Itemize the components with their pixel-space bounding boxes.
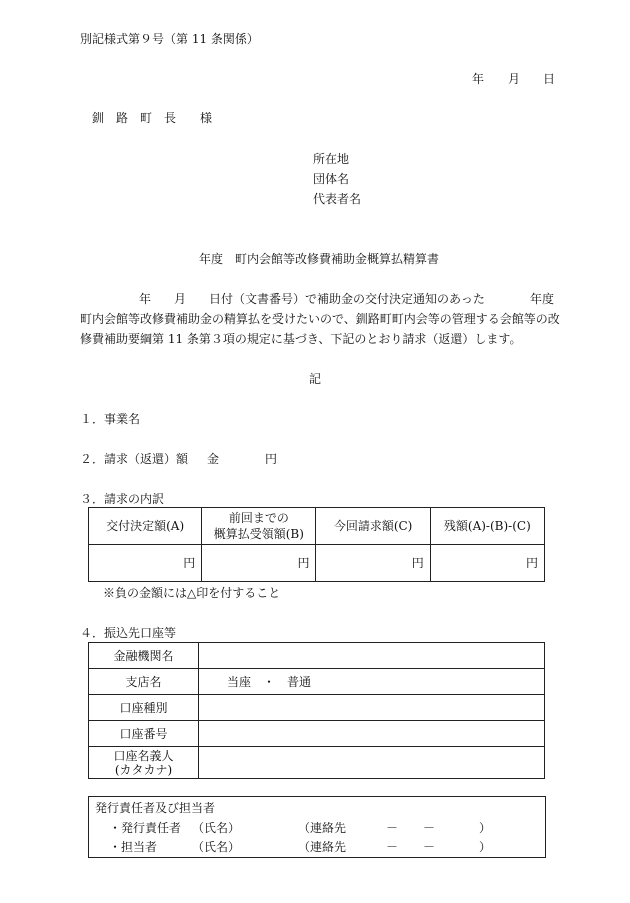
- body-line2: 町内会館等改修費補助金の精算払を受けたいので、釧路町町内会等の管理する会館等の改: [80, 312, 560, 326]
- cell-remaining[interactable]: 円: [430, 545, 544, 582]
- issuer-close: ）: [479, 821, 492, 835]
- ki-heading: 記: [309, 372, 322, 386]
- bank-table: [88, 642, 545, 779]
- header-grant-decision: 交付決定額(A): [89, 508, 202, 545]
- cell-current-request[interactable]: 円: [316, 545, 430, 582]
- account-type-field[interactable]: [199, 695, 545, 721]
- branch-name-label: 支店名: [89, 669, 199, 695]
- issuer-contact-label: （連絡先: [298, 821, 347, 835]
- body-line3: 修費補助要綱第 11 条第３項の規定に基づき、下記のとおり請求（返還）します。: [80, 332, 522, 346]
- account-holder-line1: 口座名義人: [113, 748, 174, 763]
- negative-note: ※負の金額には△印を付すること: [103, 586, 281, 600]
- issuer-dash-1: －: [386, 821, 399, 835]
- address-label: 所在地: [313, 152, 350, 166]
- amount-table: [88, 507, 545, 582]
- account-holder-line2: (カタカナ): [114, 762, 173, 777]
- staff-role: ・担当者: [109, 840, 158, 854]
- bank-name-field[interactable]: [199, 643, 545, 669]
- addressee: 釧 路 町 長 様: [92, 111, 213, 125]
- item-request-yen: 円: [265, 452, 278, 466]
- bank-name-label: 金融機関名: [89, 643, 199, 669]
- item-request-kin: 金: [207, 452, 220, 466]
- date-year: 年: [472, 72, 485, 86]
- account-type-options[interactable]: 当座 ・ 普通: [199, 669, 545, 695]
- cell-grant-decision[interactable]: 円: [89, 545, 202, 582]
- header-previous-received: [202, 508, 316, 545]
- item-request-amount: ２．請求（返還）額: [80, 452, 189, 466]
- form-number: 別記様式第９号（第 11 条関係）: [80, 32, 259, 46]
- date-day: 日: [543, 72, 556, 86]
- header-remaining: 残額(A)-(B)-(C): [430, 508, 544, 545]
- representative-label: 代表者名: [313, 192, 362, 206]
- staff-dash-1: －: [386, 840, 399, 854]
- account-holder-label: [89, 747, 199, 779]
- staff-dash-2: －: [423, 840, 436, 854]
- responsible-title: 発行責任者及び担当者: [95, 801, 216, 815]
- header-current-request: 今回請求額(C): [316, 508, 430, 545]
- body-fiscal-year: 年度: [530, 292, 555, 306]
- body-year: 年: [139, 292, 152, 306]
- date-month: 月: [508, 72, 521, 86]
- account-holder-field[interactable]: [199, 747, 545, 779]
- cell-previous-received[interactable]: 円: [202, 545, 316, 582]
- body-line1: 日付（文書番号）で補助金の交付決定通知のあった: [209, 292, 485, 306]
- staff-close: ）: [479, 840, 492, 854]
- account-type-label: 口座種別: [89, 695, 199, 721]
- issuer-role: ・発行責任者: [109, 821, 182, 835]
- account-number-field[interactable]: [199, 721, 545, 747]
- item-bank-account: ４．振込先口座等: [80, 626, 177, 640]
- header-previous-line1: 前回までの: [228, 511, 289, 525]
- group-label: 団体名: [313, 172, 350, 186]
- issuer-name-label: （氏名）: [192, 821, 241, 835]
- item-breakdown: ３．請求の内訳: [80, 492, 165, 506]
- document-title: 年度 町内会館等改修費補助金概算払精算書: [199, 252, 440, 266]
- staff-name-label: （氏名）: [192, 840, 241, 854]
- account-number-label: 口座番号: [89, 721, 199, 747]
- header-previous-line2: 概算払受領額(B): [213, 527, 304, 541]
- issuer-dash-2: －: [423, 821, 436, 835]
- item-business-name: １．事業名: [80, 412, 141, 426]
- staff-contact-label: （連絡先: [298, 840, 347, 854]
- body-month: 月: [174, 292, 187, 306]
